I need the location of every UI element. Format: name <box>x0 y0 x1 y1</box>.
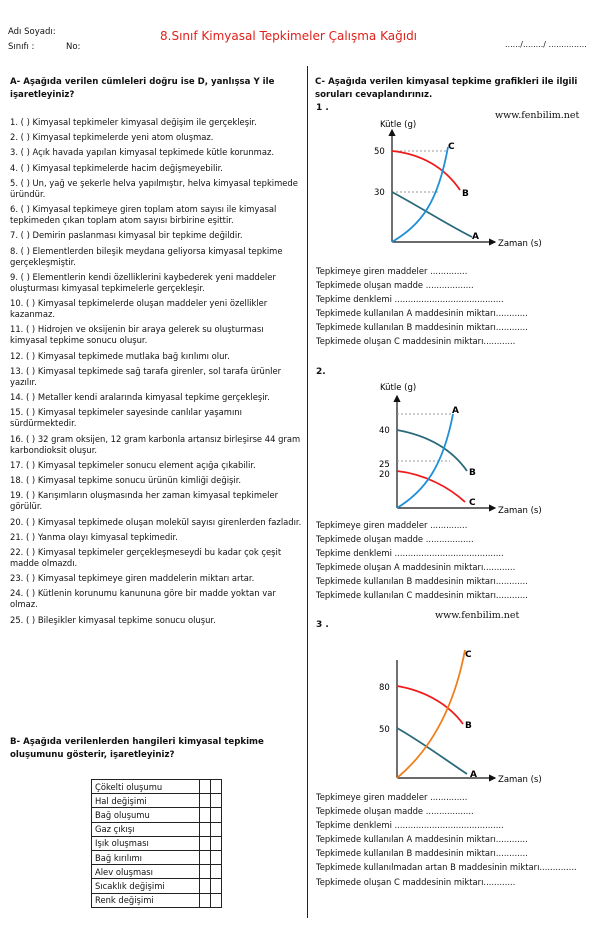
answer-cell[interactable] <box>200 893 211 907</box>
table-row <box>92 893 222 907</box>
fill-question: Tepkime denklemi ......................................... <box>316 820 504 831</box>
answer-cell[interactable] <box>211 879 222 893</box>
curve-label: A <box>470 770 477 780</box>
answer-cell[interactable] <box>211 822 222 836</box>
question-item: 7. ( ) Demirin paslanması kimyasal bir tepkime değildir. <box>10 230 243 241</box>
answer-cell[interactable] <box>200 808 211 822</box>
fill-question: Tepkimede kullanılan B maddesinin miktarı............ <box>316 322 528 333</box>
fill-question: Tepkimede oluşan A maddesinin miktarı............ <box>316 562 516 573</box>
table-cell-label: Hal değişimi <box>92 794 200 808</box>
tick-label: 50 <box>374 147 385 157</box>
graph-2-number: 2. <box>316 367 326 377</box>
answer-cell[interactable] <box>200 865 211 879</box>
curve-label: A <box>452 406 459 416</box>
question-item: 13. ( ) Kimyasal tepkimede sağ tarafa girenler, sol tarafa ürünler yazılır. <box>10 365 282 387</box>
question-item: 24. ( ) Kütlenin korunumu kanununa göre bir madde yoktan var olmaz. <box>10 588 276 610</box>
fill-question: Tepkimeye giren maddeler .............. <box>316 266 468 276</box>
curve-b <box>397 430 467 471</box>
fill-question: Tepkimede oluşan madde .................. <box>316 280 474 291</box>
graph-2 <box>355 376 550 521</box>
answer-cell[interactable] <box>211 794 222 808</box>
question-item: 12. ( ) Kimyasal tepkimede mutlaka bağ kırılımı olur. <box>10 350 230 361</box>
table-cell-label: Renk değişimi <box>92 893 200 907</box>
question-item: 21. ( ) Yanma olayı kimyasal tepkimedir. <box>10 531 178 542</box>
question-item: 19. ( ) Karışımların oluşmasında her zaman kimyasal tepkimeler görülür. <box>10 490 279 512</box>
fill-question: Tepkimede kullanılan C maddesinin miktarı............ <box>316 590 528 601</box>
table-cell-label: Alev oluşması <box>92 865 200 879</box>
graph-3-questions <box>316 790 577 889</box>
answer-cell[interactable] <box>200 836 211 850</box>
question-item: 22. ( ) Kimyasal tepkimeler gerçekleşmeseydi bu kadar çok çeşit madde olmazdı. <box>10 546 282 568</box>
answer-cell[interactable] <box>211 893 222 907</box>
question-item: 1. ( ) Kimyasal tepkimeler kimyasal değişim ile gerçekleşir. <box>10 117 257 127</box>
question-item: 15. ( ) Kimyasal tepkimeler sayesinde canlılar yaşamını sürdürmektedir. <box>10 407 242 429</box>
class-label: Sınıfı : <box>8 42 35 52</box>
question-item: 5. ( ) Un, yağ ve şekerle helva yapılmıştır, helva kimyasal tepkimede üründür. <box>10 177 298 199</box>
question-item: 6. ( ) Kimyasal tepkimeye giren toplam atom sayısı ile kimyasal tepkimeden çıkan toplam atom sayısı birbirine eşittir. <box>10 204 277 226</box>
fill-question: Tepkimeye giren maddeler .............. <box>316 520 468 530</box>
section-c-title: C- Aşağıda verilen kimyasal tepkime grafikleri ile ilgili soruları cevaplandırınız. <box>315 77 578 100</box>
x-axis-label: Zaman (s) <box>498 775 542 785</box>
table-cell-label: Işık oluşması <box>92 836 200 850</box>
tick-label: 20 <box>379 470 390 480</box>
date-line: ....../......../ ............... <box>505 40 587 49</box>
graph-1-questions <box>316 264 528 349</box>
page-title: 8.Sınıf Kimyasal Tepkimeler Çalışma Kağıdı <box>160 29 418 43</box>
curve-label: B <box>465 721 472 731</box>
question-item: 8. ( ) Elementlerden bileşik meydana geliyorsa kimyasal tepkime gerçekleşmiştir. <box>10 245 283 267</box>
fill-question: Tepkimede kullanılan A maddesinin miktarı............ <box>316 308 528 319</box>
answer-cell[interactable] <box>211 850 222 864</box>
section-b-title: B- Aşağıda verilenlerden hangileri kimyasal tepkime oluşumunu gösterir, işaretleyiniz? <box>10 737 264 760</box>
watermark-1: www.fenbilim.net <box>495 110 580 121</box>
curve-label: B <box>469 468 476 478</box>
question-item: 17. ( ) Kimyasal tepkimeler sonucu element açığa çıkabilir. <box>10 459 256 470</box>
question-item: 10. ( ) Kimyasal tepkimelerde oluşan maddeler yeni özellikler kazanmaz. <box>10 298 268 320</box>
table-cell-label: Gaz çıkışı <box>92 822 200 836</box>
graph-3-number: 3 . <box>316 620 329 630</box>
curve-label: C <box>465 650 472 660</box>
table-row <box>92 865 222 879</box>
answer-cell[interactable] <box>200 822 211 836</box>
question-item: 3. ( ) Açık havada yapılan kimyasal tepkimede kütle korunmaz. <box>10 147 275 158</box>
tick-label: 30 <box>374 188 385 198</box>
watermark-2: www.fenbilim.net <box>435 610 520 621</box>
section-a-list <box>10 117 302 630</box>
fill-question: Tepkimede oluşan C maddesinin miktarı............ <box>316 876 516 887</box>
table-row <box>92 822 222 836</box>
answer-cell[interactable] <box>200 794 211 808</box>
graph-1-number: 1 . <box>316 103 329 113</box>
fill-question: Tepkimede kullanılmadan artan B maddesinin miktarı.............. <box>316 862 577 873</box>
curve-label: B <box>462 189 469 199</box>
fill-question: Tepkimede oluşan madde .................. <box>316 806 474 817</box>
tick-label: 50 <box>379 725 390 735</box>
curve-label: C <box>469 498 476 508</box>
question-item: 4. ( ) Kimyasal tepkimelerde hacim değişmeyebilir. <box>10 162 223 173</box>
curve-c <box>392 147 448 242</box>
reaction-table <box>91 779 222 908</box>
tick-label: 25 <box>379 460 390 470</box>
curve-label: C <box>448 142 455 152</box>
name-label: Adı Soyadı: <box>8 27 56 37</box>
number-label: No: <box>66 42 81 52</box>
table-row <box>92 879 222 893</box>
question-item: 9. ( ) Elementlerin kendi özelliklerini kaybederek yeni maddeler oluşturması kimyasal tepkimelerle gerçekleşir. <box>10 271 276 293</box>
question-item: 20. ( ) Kimyasal tepkimede oluşan molekül sayısı girenlerden fazladır. <box>10 516 302 527</box>
question-item: 23. ( ) Kimyasal tepkimeye giren maddelerin miktarı artar. <box>10 573 255 584</box>
table-row <box>92 836 222 850</box>
x-axis-label: Zaman (s) <box>498 506 542 516</box>
curve-label: A <box>472 232 479 242</box>
fill-question: Tepkime denklemi ......................................... <box>316 548 504 559</box>
table-row <box>92 794 222 808</box>
answer-cell[interactable] <box>211 780 222 794</box>
question-item: 2. ( ) Kimyasal tepkimelerde yeni atom oluşmaz. <box>10 132 214 143</box>
x-axis-label: Zaman (s) <box>498 239 542 249</box>
question-item: 25. ( ) Bileşikler kimyasal tepkime sonucu oluşur. <box>10 614 216 625</box>
answer-cell[interactable] <box>200 879 211 893</box>
tick-label: 80 <box>379 683 390 693</box>
fill-question: Tepkimeye giren maddeler .............. <box>316 792 468 802</box>
answer-cell[interactable] <box>211 865 222 879</box>
table-cell-label: Sıcaklık değişimi <box>92 879 200 893</box>
fill-question: Tepkimede oluşan madde .................. <box>316 534 474 545</box>
y-axis-label: Kütle (g) <box>380 383 417 393</box>
answer-cell[interactable] <box>200 780 211 794</box>
graph-2-questions <box>316 518 528 603</box>
curve-b <box>392 151 460 190</box>
question-item: 18. ( ) Kimyasal tepkime sonucu ürünün kimliği değişir. <box>10 475 242 486</box>
answer-cell[interactable] <box>211 836 222 850</box>
curve-a <box>397 728 467 774</box>
fill-question: Tepkime denklemi ......................................... <box>316 294 504 305</box>
graph-3 <box>355 638 550 788</box>
table-cell-label: Çökelti oluşumu <box>92 780 200 794</box>
question-item: 11. ( ) Hidrojen ve oksijenin bir araya gelerek su oluşturması kimyasal tepkime sonucu oluşur. <box>10 324 264 346</box>
answer-cell[interactable] <box>211 808 222 822</box>
question-item: 16. ( ) 32 gram oksijen, 12 gram karbonla artansız birleşirse 44 gram karbondioksit oluşur. <box>10 433 301 455</box>
y-axis-label: Kütle (g) <box>380 120 417 130</box>
answer-cell[interactable] <box>200 850 211 864</box>
table-cell-label: Bağ kırılımı <box>92 850 200 864</box>
column-divider <box>307 66 308 918</box>
table-row <box>92 780 222 794</box>
tick-label: 40 <box>379 426 390 436</box>
fill-question: Tepkimede kullanılan B maddesinin miktarı............ <box>316 848 528 859</box>
fill-question: Tepkimede oluşan C maddesinin miktarı............ <box>316 336 516 347</box>
table-row <box>92 808 222 822</box>
question-item: 14. ( ) Metaller kendi aralarında kimyasal tepkime gerçekleşir. <box>10 392 270 403</box>
graph-1 <box>350 112 550 257</box>
section-a-title: A- Aşağıda verilen cümleleri doğru ise D, yanlışsa Y ile işaretleyiniz? <box>10 77 275 100</box>
table-cell-label: Bağ oluşumu <box>92 808 200 822</box>
fill-question: Tepkimede kullanılan B maddesinin miktarı............ <box>316 576 528 587</box>
fill-question: Tepkimede kullanılan A maddesinin miktarı............ <box>316 834 528 845</box>
table-row <box>92 850 222 864</box>
